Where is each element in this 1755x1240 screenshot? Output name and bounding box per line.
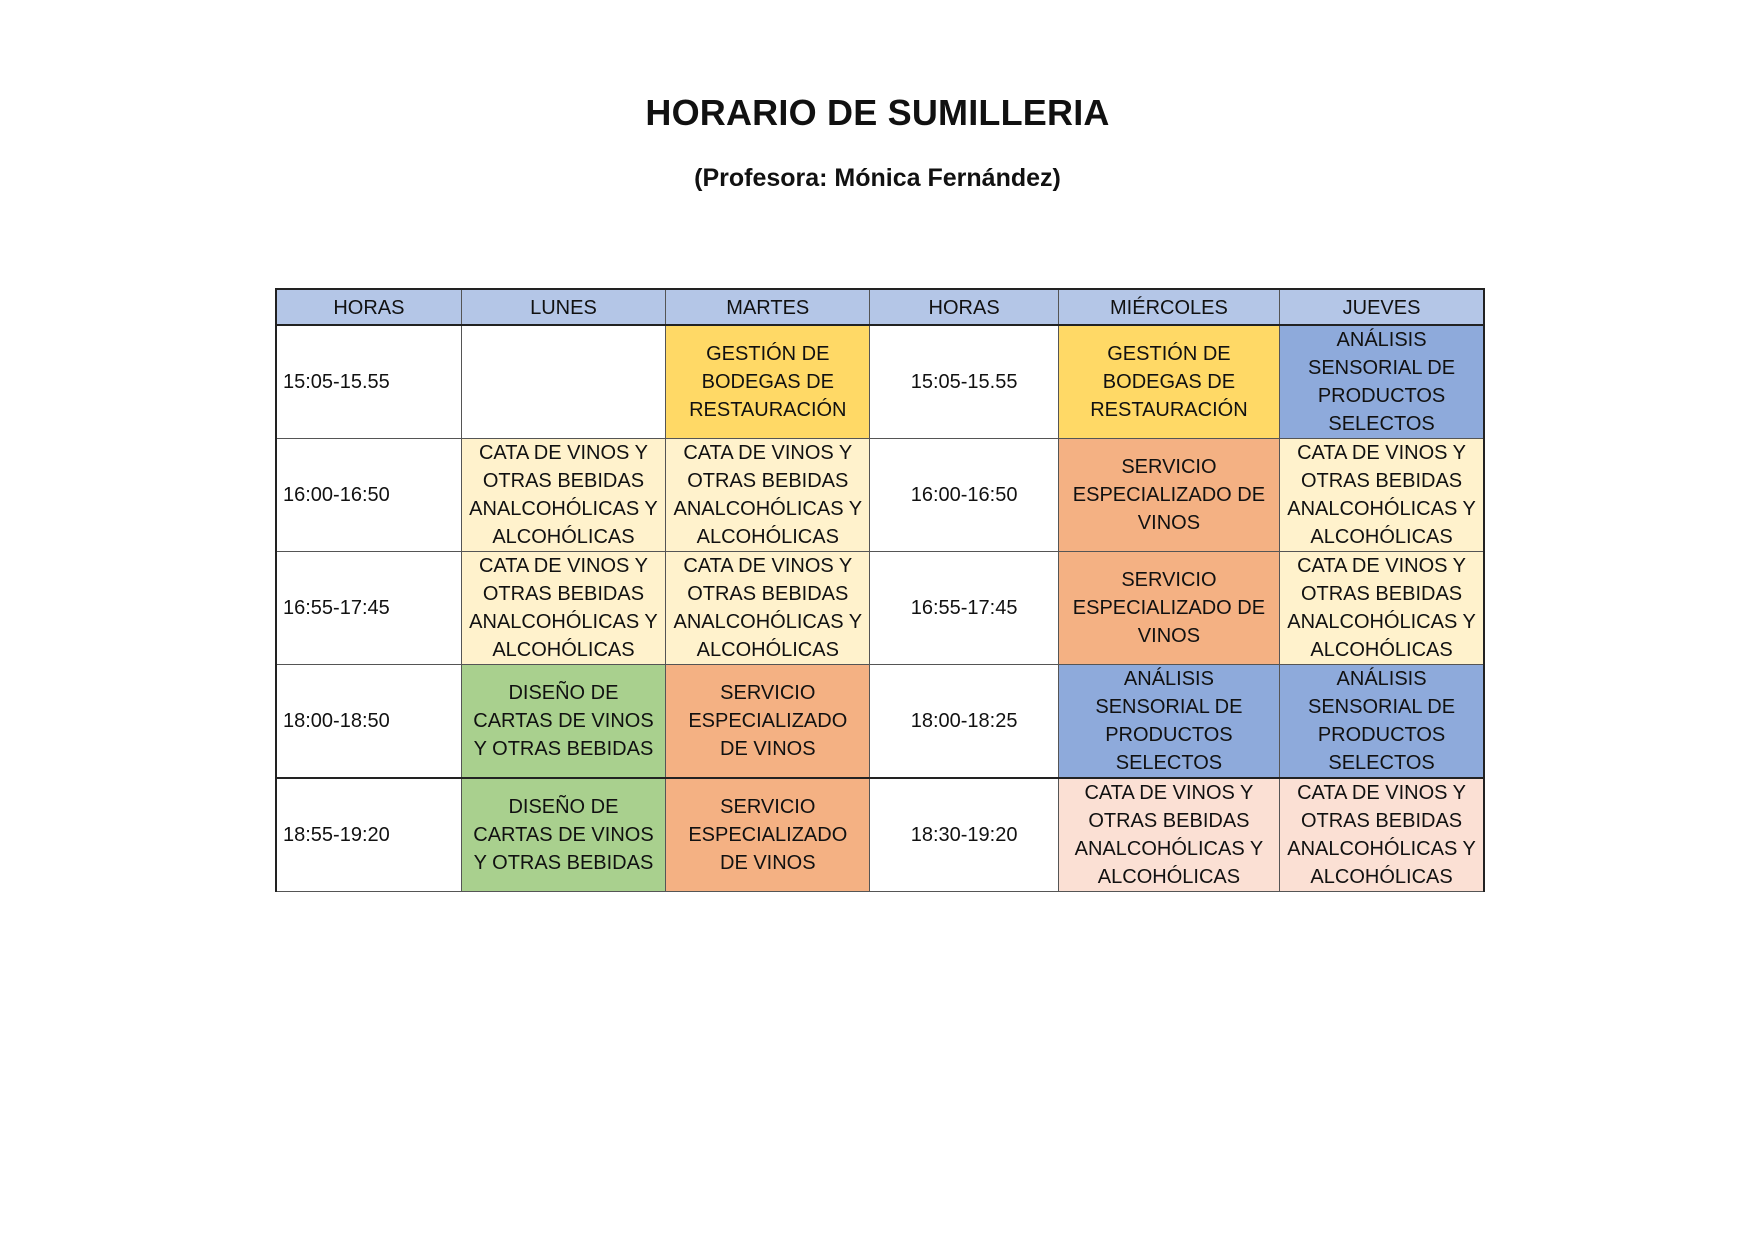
table-row: [276, 665, 1484, 779]
time-cell-2: 15:05-15.55: [870, 325, 1058, 439]
lunes-cell: CATA DE VINOS Y OTRAS BEBIDAS ANALCOHÓLICAS Y ALCOHÓLICAS: [461, 439, 665, 552]
miercoles-cell: SERVICIO ESPECIALIZADO DE VINOS: [1058, 552, 1279, 665]
schedule-table: [275, 288, 1485, 892]
miercoles-cell: CATA DE VINOS Y OTRAS BEBIDAS ANALCOHÓLICAS Y ALCOHÓLICAS: [1058, 778, 1279, 892]
time-cell-2: 18:00-18:25: [870, 665, 1058, 779]
time-cell: 18:00-18:50: [276, 665, 461, 779]
jueves-cell: CATA DE VINOS Y OTRAS BEBIDAS ANALCOHÓLICAS Y ALCOHÓLICAS: [1280, 439, 1484, 552]
page-title: HORARIO DE SUMILLERIA: [645, 92, 1110, 133]
header-miercoles: MIÉRCOLES: [1058, 289, 1279, 325]
martes-cell: GESTIÓN DE BODEGAS DE RESTAURACIÓN: [666, 325, 870, 439]
header-horas: HORAS: [276, 289, 461, 325]
table-row: [276, 778, 1484, 892]
martes-cell: SERVICIO ESPECIALIZADO DE VINOS: [666, 778, 870, 892]
page-subtitle: (Profesora: Mónica Fernández): [694, 164, 1061, 192]
jueves-cell: ANÁLISIS SENSORIAL DE PRODUCTOS SELECTOS: [1280, 325, 1484, 439]
time-cell: 18:55-19:20: [276, 778, 461, 892]
header-row: [276, 289, 1484, 325]
time-cell-2: 16:00-16:50: [870, 439, 1058, 552]
table-row: [276, 552, 1484, 665]
time-cell: 15:05-15.55: [276, 325, 461, 439]
jueves-cell: CATA DE VINOS Y OTRAS BEBIDAS ANALCOHÓLICAS Y ALCOHÓLICAS: [1280, 778, 1484, 892]
time-cell: 16:00-16:50: [276, 439, 461, 552]
time-cell: 16:55-17:45: [276, 552, 461, 665]
lunes-cell: CATA DE VINOS Y OTRAS BEBIDAS ANALCOHÓLICAS Y ALCOHÓLICAS: [461, 552, 665, 665]
lunes-cell: DISEÑO DE CARTAS DE VINOS Y OTRAS BEBIDAS: [461, 665, 665, 779]
time-cell-2: 16:55-17:45: [870, 552, 1058, 665]
header-lunes: LUNES: [461, 289, 665, 325]
lunes-cell: [461, 325, 665, 439]
martes-cell: CATA DE VINOS Y OTRAS BEBIDAS ANALCOHÓLICAS Y ALCOHÓLICAS: [666, 552, 870, 665]
table-row: [276, 439, 1484, 552]
header-horas-2: HORAS: [870, 289, 1058, 325]
jueves-cell: ANÁLISIS SENSORIAL DE PRODUCTOS SELECTOS: [1280, 665, 1484, 779]
martes-cell: SERVICIO ESPECIALIZADO DE VINOS: [666, 665, 870, 779]
header-jueves: JUEVES: [1280, 289, 1484, 325]
miercoles-cell: ANÁLISIS SENSORIAL DE PRODUCTOS SELECTOS: [1058, 665, 1279, 779]
time-cell-2: 18:30-19:20: [870, 778, 1058, 892]
lunes-cell: DISEÑO DE CARTAS DE VINOS Y OTRAS BEBIDAS: [461, 778, 665, 892]
miercoles-cell: SERVICIO ESPECIALIZADO DE VINOS: [1058, 439, 1279, 552]
miercoles-cell: GESTIÓN DE BODEGAS DE RESTAURACIÓN: [1058, 325, 1279, 439]
jueves-cell: CATA DE VINOS Y OTRAS BEBIDAS ANALCOHÓLICAS Y ALCOHÓLICAS: [1280, 552, 1484, 665]
header-martes: MARTES: [666, 289, 870, 325]
table-row: [276, 325, 1484, 439]
martes-cell: CATA DE VINOS Y OTRAS BEBIDAS ANALCOHÓLICAS Y ALCOHÓLICAS: [666, 439, 870, 552]
